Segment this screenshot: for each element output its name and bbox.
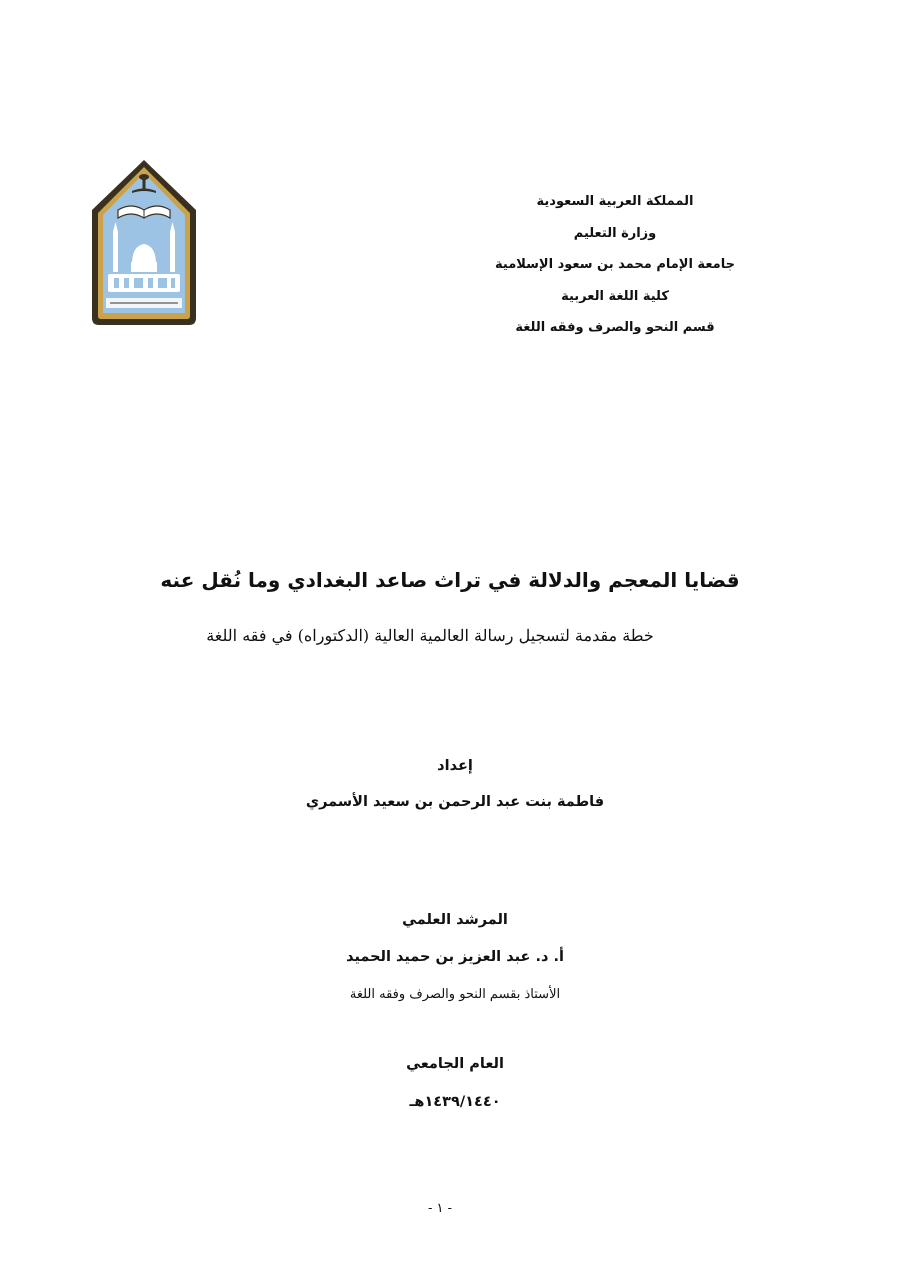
prepared-by-label: إعداد (437, 758, 473, 774)
header-line-college: كلية اللغة العربية (561, 288, 669, 304)
header-line-department: قسم النحو والصرف وفقه اللغة (515, 320, 715, 335)
supervisor-title: الأستاذ بقسم النحو والصرف وفقه اللغة (349, 987, 561, 1002)
university-logo (88, 158, 200, 328)
header-line-university: جامعة الإمام محمد بن سعود الإسلامية (495, 257, 735, 272)
page-number: - ١ - (427, 1201, 453, 1216)
header-line-country: المملكة العربية السعودية (536, 194, 694, 209)
author-name: فاطمة بنت عبد الرحمن بن سعيد الأسمري (305, 794, 605, 810)
supervisor-label: المرشد العلمي (402, 912, 508, 928)
supervisor-name: أ. د. عبد العزيز بن حميد الحميد (346, 949, 564, 965)
academic-year-label: العام الجامعي (406, 1056, 504, 1072)
institution-header (490, 186, 740, 344)
document-subtitle: خطة مقدمة لتسجيل رسالة العالمية العالية (الدكتوراه) في فقه اللغة (206, 626, 654, 645)
academic-year-value: ١٤٣٩/١٤٤٠هـ (409, 1094, 501, 1110)
header-line-ministry: وزارة التعليم (573, 225, 657, 241)
imam-university-logo-icon (88, 158, 200, 328)
document-title: قضايا المعجم والدلالة في تراث صاعد البغدادي وما نُقل عنه (160, 568, 740, 592)
